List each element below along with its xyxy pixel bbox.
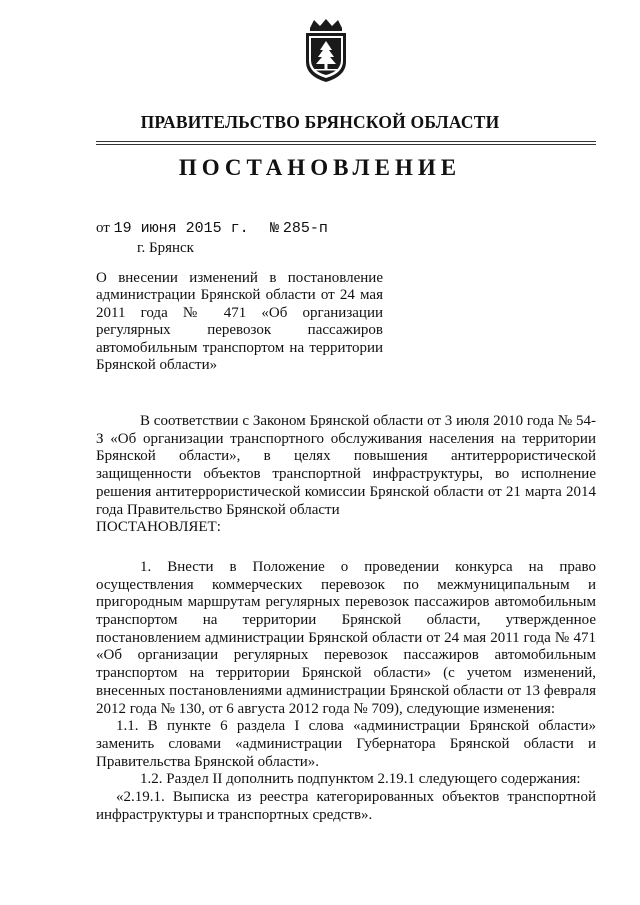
document-subject: О внесении изменений в постановление администрации Брянской области от 24 мая 2011 года № 471 «Об организации регулярных перевозок пассажиров автомобильным транспортом на территории Брянской области» [96,270,383,374]
header-divider [96,141,596,142]
item-1-2-quote-paragraph: «2.19.1. Выписка из реестра категорированных объектов транспортной инфраструктуры и транспортных средств». [96,789,596,823]
document-body [96,413,596,824]
number-sign: № [270,220,280,237]
document-type-title: ПОСТАНОВЛЕНИЕ [178,155,462,180]
item-1-2-paragraph: 1.2. Раздел II дополнить подпунктом 2.19.1 следующего содержания: [140,771,581,788]
document-number: 285-п [282,220,328,237]
date-prefix: от [96,220,110,236]
government-title: ПРАВИТЕЛЬСТВО БРЯНСКОЙ ОБЛАСТИ [140,112,500,132]
document-date: 19 июня 2015 г. [113,220,249,237]
coat-of-arms-icon [300,18,352,84]
city-line: г. Брянск [137,240,194,256]
decree-word: ПОСТАНОВЛЯЕТ: [96,519,221,536]
date-number-line [96,220,328,237]
item-1-1-paragraph: 1.1. В пункте 6 раздела I слова «администрации Брянской области» заменить словами «администрации Губернатора Брянской области и Правительства Брянской области». [96,718,596,770]
header-divider-second [96,144,596,145]
item-1-paragraph: 1. Внести в Положение о проведении конкурса на право осуществления коммерческих перевозок по межмуниципальным и пригородным маршрутам регулярных перевозок пассажиров автомобильным транспортом на территории Брянской области, утвержденное постановлением администрации Брянской области от 24 мая 2011 года № 471 «Об организации регулярных перевозок пассажиров автомобильным транспортом на территории Брянской области» (с учетом изменений, внесенных постановлениями администрации Брянской области от 13 февраля 2012 года № 130, от 6 августа 2012 года № 709), следующие изменения: [96,558,596,717]
intro-paragraph: В соответствии с Законом Брянской области от 3 июля 2010 года № 54-З «Об организации транспортного обслуживания населения на территории Брянской области», в целях повышения антитеррористической защищенности объектов транспортной инфраструктуры, во исполнение решения антитеррористической комиссии Брянской области от 21 марта 2014 года Правительство Брянской области [96,413,596,518]
